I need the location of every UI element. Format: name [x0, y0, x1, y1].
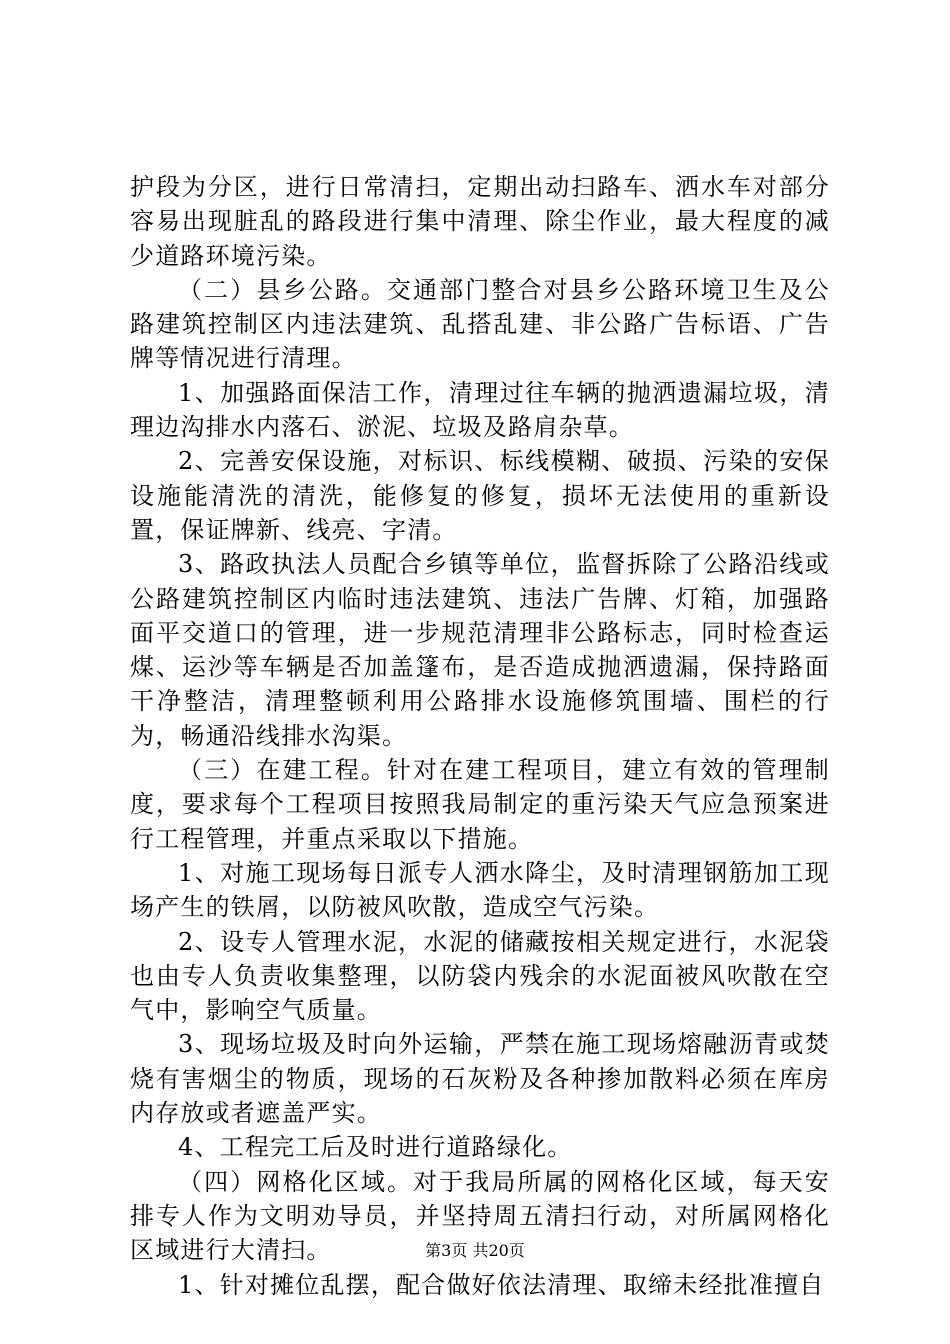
paragraph: 1、对施工现场每日派专人洒水降尘，及时清理钢筋加工现场产生的铁屑，以防被风吹散，造成空气污染。 [130, 858, 830, 922]
paragraph: （四）网格化区域。对于我局所属的网格化区域，每天安排专人作为文明劝导员，并坚持周五清扫行动，对所属网格化区域进行大清扫。 [130, 1167, 830, 1265]
paragraph: 2、完善安保设施，对标识、标线模糊、破损、污染的安保设施能清洗的清洗，能修复的修复，损坏无法使用的重新设置，保证牌新、线亮、字清。 [130, 447, 830, 544]
paragraph: 1、针对摊位乱摆，配合做好依法清理、取缔未经批准擅自 [178, 1270, 825, 1299]
document-body [130, 170, 830, 1302]
paragraph: 4、工程完工后及时进行道路绿化。 [178, 1133, 573, 1162]
paragraph: 3、路政执法人员配合乡镇等单位，监督拆除了公路沿线或公路建筑控制区内临时违法建筑、违法广告牌、灯箱，加强路面平交道口的管理，进一步规范清理非公路标志，同时检查运煤、运沙等车辆是否加盖篷布，是否造成抛洒遗漏，保持路面干净整洁，清理整顿利用公路排水设施修筑围墙、围栏的行为，畅通沿线排水沟渠。 [130, 550, 830, 750]
paragraph: 2、设专人管理水泥，水泥的储藏按相关规定进行，水泥袋也由专人负责收集整理，以防袋内残余的水泥面被风吹散在空气中，影响空气质量。 [130, 927, 830, 1025]
page-footer [0, 1240, 950, 1262]
paragraph: 护段为分区，进行日常清扫，定期出动扫路车、洒水车对部分容易出现脏乱的路段进行集中清理、除尘作业，最大程度的减少道路环境污染。 [130, 173, 830, 270]
paragraph: （三）在建工程。针对在建工程项目，建立有效的管理制度，要求每个工程项目按照我局制定的重污染天气应急预案进行工程管理，并重点采取以下措施。 [130, 756, 830, 853]
paragraph: 1、加强路面保洁工作，清理过往车辆的抛洒遗漏垃圾，清理边沟排水内落石、淤泥、垃圾及路肩杂草。 [130, 378, 830, 442]
page-number: 第3页 共20页 [425, 1241, 525, 1260]
paragraph: 3、现场垃圾及时向外运输，严禁在施工现场熔融沥青或焚烧有害烟尘的物质，现场的石灰粉及各种掺加散料必须在库房内存放或者遮盖严实。 [130, 1030, 830, 1128]
paragraph: （二）县乡公路。交通部门整合对县乡公路环境卫生及公路建筑控制区内违法建筑、乱搭乱建、非公路广告标语、广告牌等情况进行清理。 [130, 275, 830, 373]
